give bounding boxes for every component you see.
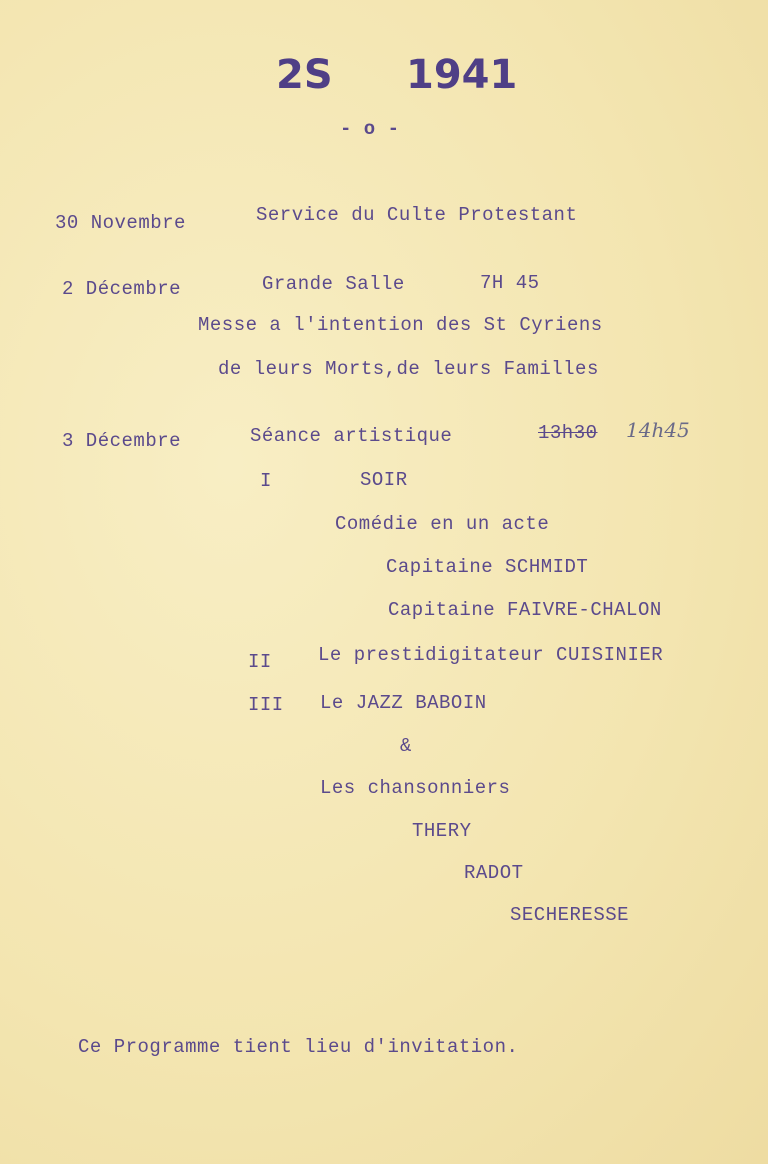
footer-note: Ce Programme tient lieu d'invitation. [78, 1036, 519, 1058]
part-1-description: Comédie en un acte [335, 513, 550, 535]
part-1-actor-1: Capitaine SCHMIDT [386, 556, 589, 578]
singer-2: RADOT [464, 862, 524, 884]
part-1-number: I [260, 470, 272, 492]
entry-2-line-1: Messe a l'intention des St Cyriens [198, 314, 603, 336]
part-1-actor-2: Capitaine FAIVRE-CHALON [388, 599, 662, 621]
part-2-text: Le prestidigitateur CUISINIER [318, 644, 664, 666]
chansonniers-label: Les chansonniers [320, 777, 511, 799]
entry-3-date: 3 Décembre [62, 430, 182, 452]
stamp-code: 2S [276, 52, 333, 98]
separator: - o - [340, 118, 400, 140]
ampersand: & [400, 735, 412, 757]
part-3-number: III [248, 694, 284, 716]
entry-3-title: Séance artistique [250, 425, 453, 447]
entry-2-line-2: de leurs Morts,de leurs Familles [218, 358, 599, 380]
entry-2-place: Grande Salle [262, 273, 405, 295]
entry-1-date: 30 Novembre [55, 212, 186, 234]
part-2-number: II [248, 651, 272, 673]
entry-2-time: 7H 45 [480, 272, 540, 294]
entry-3-time-struck: 13h30 [538, 422, 598, 444]
entry-2-date: 2 Décembre [62, 278, 182, 300]
entry-3-time-handwritten: 14h45 [626, 418, 690, 442]
entry-1-text: Service du Culte Protestant [256, 204, 578, 226]
stamp-year: 1941 [406, 52, 518, 98]
part-1-title: SOIR [360, 469, 408, 491]
singer-3: SECHERESSE [510, 904, 630, 926]
part-3-text: Le JAZZ BABOIN [320, 692, 487, 714]
singer-1: THERY [412, 820, 472, 842]
